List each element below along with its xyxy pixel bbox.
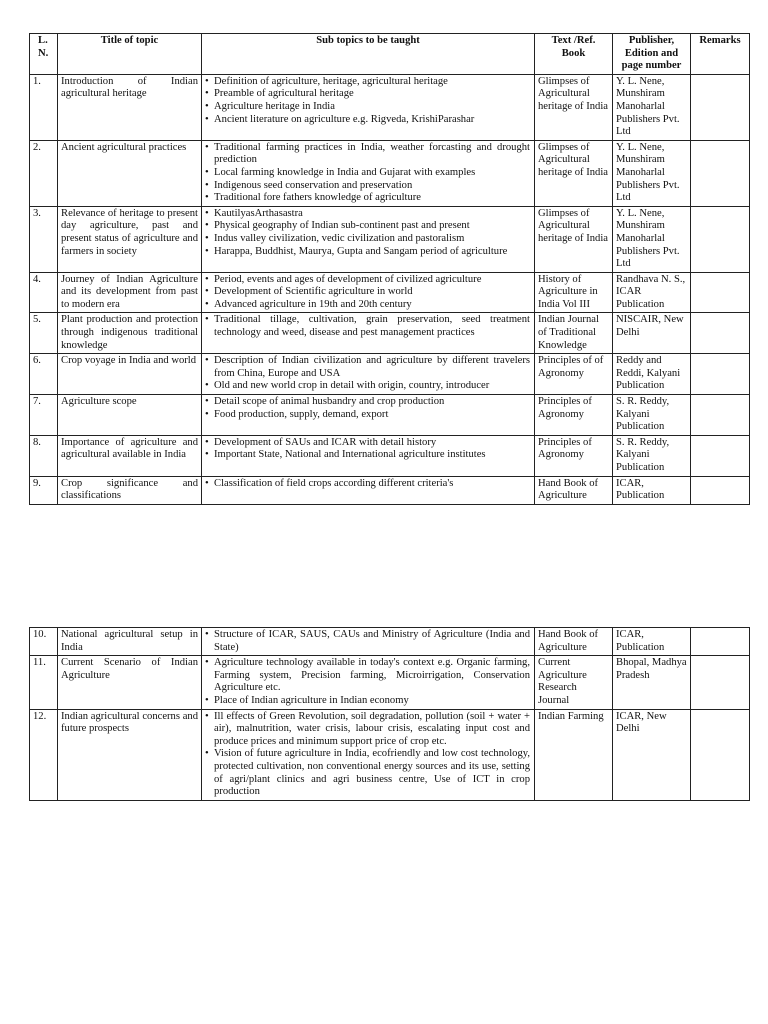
row-topic-title: Introduction of Indian agricultural heritage bbox=[58, 74, 202, 140]
row-publisher: S. R. Reddy, Kalyani Publication bbox=[613, 395, 691, 436]
row-topic-title: Plant production and protection through indigenous traditional knowledge bbox=[58, 313, 202, 354]
header-title-of-topic: Title of topic bbox=[58, 34, 202, 75]
table-row bbox=[30, 709, 750, 800]
row-publisher: Y. L. Nene, Munshiram Manoharlal Publishers Pvt. Ltd bbox=[613, 140, 691, 206]
row-subtopics bbox=[202, 628, 535, 656]
subtopic-item: • Agriculture heritage in India bbox=[205, 101, 530, 114]
row-serial-number: 4. bbox=[30, 272, 58, 313]
row-topic-title: Current Scenario of Indian Agriculture bbox=[58, 656, 202, 709]
subtopic-item: • Physical geography of Indian sub-continent past and present bbox=[205, 220, 530, 233]
subtopic-item: • Traditional farming practices in India, weather forcasting and drought prediction bbox=[205, 142, 530, 167]
subtopic-item: • Indigenous seed conservation and preservation bbox=[205, 180, 530, 193]
row-publisher: Reddy and Reddi, Kalyani Publication bbox=[613, 354, 691, 395]
subtopic-item: • Structure of ICAR, SAUS, CAUs and Ministry of Agriculture (India and State) bbox=[205, 629, 530, 654]
header-remarks: Remarks bbox=[691, 34, 750, 75]
row-subtopics bbox=[202, 435, 535, 476]
row-remarks bbox=[691, 628, 750, 656]
subtopic-item: • Agriculture technology available in today's context e.g. Organic farming, Farming system, Precision farming, Microirrigation, Conservation Agriculture etc. bbox=[205, 657, 530, 695]
row-serial-number: 8. bbox=[30, 435, 58, 476]
row-serial-number: 10. bbox=[30, 628, 58, 656]
row-serial-number: 3. bbox=[30, 206, 58, 272]
row-publisher: Y. L. Nene, Munshiram Manoharlal Publishers Pvt. Ltd bbox=[613, 74, 691, 140]
table-row bbox=[30, 628, 750, 656]
row-publisher: Bhopal, Madhya Pradesh bbox=[613, 656, 691, 709]
table-row bbox=[30, 395, 750, 436]
row-serial-number: 12. bbox=[30, 709, 58, 800]
row-reference-book: Glimpses of Agricultural heritage of India bbox=[535, 74, 613, 140]
subtopic-item: • KautilyasArthasastra bbox=[205, 208, 530, 221]
row-reference-book: Indian Journal of Traditional Knowledge bbox=[535, 313, 613, 354]
row-remarks bbox=[691, 395, 750, 436]
subtopic-list bbox=[205, 274, 530, 312]
row-remarks bbox=[691, 476, 750, 504]
row-subtopics bbox=[202, 206, 535, 272]
subtopic-list bbox=[205, 314, 530, 339]
subtopic-item: • Indus valley civilization, vedic civilization and pastoralism bbox=[205, 233, 530, 246]
row-subtopics bbox=[202, 395, 535, 436]
row-publisher: S. R. Reddy, Kalyani Publication bbox=[613, 435, 691, 476]
table-row bbox=[30, 656, 750, 709]
subtopic-list bbox=[205, 657, 530, 707]
subtopic-item: • Old and new world crop in detail with origin, country, introducer bbox=[205, 380, 530, 393]
row-publisher: Y. L. Nene, Munshiram Manoharlal Publishers Pvt. Ltd bbox=[613, 206, 691, 272]
subtopic-list bbox=[205, 396, 530, 421]
row-publisher: ICAR, New Delhi bbox=[613, 709, 691, 800]
row-serial-number: 2. bbox=[30, 140, 58, 206]
row-subtopics bbox=[202, 140, 535, 206]
subtopic-item: • Traditional fore fathers knowledge of agriculture bbox=[205, 192, 530, 205]
subtopic-item: • Local farming knowledge in India and Gujarat with examples bbox=[205, 167, 530, 180]
header-text-ref-book: Text /Ref. Book bbox=[535, 34, 613, 75]
row-remarks bbox=[691, 313, 750, 354]
row-reference-book: Principles of Agronomy bbox=[535, 435, 613, 476]
subtopic-item: • Development of Scientific agriculture in world bbox=[205, 286, 530, 299]
table-row bbox=[30, 74, 750, 140]
table-body-part-1 bbox=[30, 74, 750, 504]
subtopic-item: • Development of SAUs and ICAR with detail history bbox=[205, 437, 530, 450]
header-publisher: Publisher, Edition and page number bbox=[613, 34, 691, 75]
row-remarks bbox=[691, 272, 750, 313]
row-serial-number: 9. bbox=[30, 476, 58, 504]
row-remarks bbox=[691, 74, 750, 140]
row-reference-book: Principles of Agronomy bbox=[535, 395, 613, 436]
subtopic-item: • Preamble of agricultural heritage bbox=[205, 88, 530, 101]
subtopic-item: • Description of Indian civilization and agriculture by different travelers from China, Europe and USA bbox=[205, 355, 530, 380]
row-reference-book: Glimpses of Agricultural heritage of India bbox=[535, 206, 613, 272]
row-remarks bbox=[691, 354, 750, 395]
row-remarks bbox=[691, 435, 750, 476]
subtopic-item: • Definition of agriculture, heritage, agricultural heritage bbox=[205, 76, 530, 89]
row-remarks bbox=[691, 709, 750, 800]
row-subtopics bbox=[202, 313, 535, 354]
row-serial-number: 1. bbox=[30, 74, 58, 140]
subtopic-item: • Place of Indian agriculture in Indian economy bbox=[205, 695, 530, 708]
subtopic-list bbox=[205, 208, 530, 258]
subtopic-list bbox=[205, 355, 530, 393]
subtopic-item: • Detail scope of animal husbandry and crop production bbox=[205, 396, 530, 409]
subtopic-item: • Traditional tillage, cultivation, grain preservation, seed treatment technology and weed, disease and pest management practices bbox=[205, 314, 530, 339]
subtopic-item: • Classification of field crops according different criteria's bbox=[205, 478, 530, 491]
row-topic-title: Crop voyage in India and world bbox=[58, 354, 202, 395]
subtopic-item: • Harappa, Buddhist, Maurya, Gupta and Sangam period of agriculture bbox=[205, 246, 530, 259]
table-row bbox=[30, 140, 750, 206]
table-row bbox=[30, 272, 750, 313]
row-serial-number: 11. bbox=[30, 656, 58, 709]
row-reference-book: Indian Farming bbox=[535, 709, 613, 800]
row-publisher: ICAR, Publication bbox=[613, 476, 691, 504]
row-serial-number: 7. bbox=[30, 395, 58, 436]
header-serial-number: L. N. bbox=[30, 34, 58, 75]
row-topic-title: Crop significance and classifications bbox=[58, 476, 202, 504]
row-remarks bbox=[691, 140, 750, 206]
subtopic-list bbox=[205, 76, 530, 126]
table-row bbox=[30, 476, 750, 504]
subtopic-item: • Important State, National and International agriculture institutes bbox=[205, 449, 530, 462]
row-remarks bbox=[691, 656, 750, 709]
subtopic-item: • Vision of future agriculture in India, ecofriendly and low cost technology, protected cultivation, non conventional energy sources and its use, setting of agri/plant clinics and agri business centre, Use of ICT in crop production bbox=[205, 748, 530, 798]
table-header-row bbox=[30, 34, 750, 75]
subtopic-list bbox=[205, 711, 530, 799]
row-reference-book: Hand Book of Agriculture bbox=[535, 476, 613, 504]
row-topic-title: Ancient agricultural practices bbox=[58, 140, 202, 206]
subtopic-item: • Advanced agriculture in 19th and 20th century bbox=[205, 299, 530, 312]
subtopic-list bbox=[205, 478, 530, 491]
table-row bbox=[30, 206, 750, 272]
header-sub-topics: Sub topics to be taught bbox=[202, 34, 535, 75]
row-topic-title: Journey of Indian Agriculture and its development from past to modern era bbox=[58, 272, 202, 313]
subtopic-item: • Period, events and ages of development of civilized agriculture bbox=[205, 274, 530, 287]
subtopic-item: • Ancient literature on agriculture e.g. Rigveda, KrishiParashar bbox=[205, 114, 530, 127]
row-serial-number: 6. bbox=[30, 354, 58, 395]
row-subtopics bbox=[202, 709, 535, 800]
row-reference-book: Hand Book of Agriculture bbox=[535, 628, 613, 656]
syllabus-table-part-2 bbox=[29, 627, 750, 801]
subtopic-list bbox=[205, 437, 530, 462]
table-body-part-2 bbox=[30, 628, 750, 801]
row-topic-title: Agriculture scope bbox=[58, 395, 202, 436]
row-serial-number: 5. bbox=[30, 313, 58, 354]
table-row bbox=[30, 313, 750, 354]
row-reference-book: Principles of of Agronomy bbox=[535, 354, 613, 395]
table-row bbox=[30, 435, 750, 476]
row-topic-title: National agricultural setup in India bbox=[58, 628, 202, 656]
row-subtopics bbox=[202, 476, 535, 504]
row-reference-book: Glimpses of Agricultural heritage of India bbox=[535, 140, 613, 206]
subtopic-item: • Food production, supply, demand, export bbox=[205, 409, 530, 422]
row-reference-book: Current Agriculture Research Journal bbox=[535, 656, 613, 709]
subtopic-list bbox=[205, 629, 530, 654]
row-publisher: Randhava N. S., ICAR Publication bbox=[613, 272, 691, 313]
row-subtopics bbox=[202, 354, 535, 395]
row-subtopics bbox=[202, 74, 535, 140]
table-row bbox=[30, 354, 750, 395]
row-topic-title: Relevance of heritage to present day agriculture, past and present status of agriculture and farmers in society bbox=[58, 206, 202, 272]
row-reference-book: History of Agriculture in India Vol III bbox=[535, 272, 613, 313]
row-publisher: NISCAIR, New Delhi bbox=[613, 313, 691, 354]
row-topic-title: Importance of agriculture and agricultural available in India bbox=[58, 435, 202, 476]
row-subtopics bbox=[202, 656, 535, 709]
row-publisher: ICAR, Publication bbox=[613, 628, 691, 656]
row-subtopics bbox=[202, 272, 535, 313]
subtopic-list bbox=[205, 142, 530, 205]
row-topic-title: Indian agricultural concerns and future prospects bbox=[58, 709, 202, 800]
syllabus-table-part-1 bbox=[29, 33, 750, 505]
subtopic-item: • Ill effects of Green Revolution, soil degradation, pollution (soil + water + air), malnutrition, water crisis, labour crisis, escalating input cost and produce prices and minimum support price of crop etc. bbox=[205, 711, 530, 749]
row-remarks bbox=[691, 206, 750, 272]
